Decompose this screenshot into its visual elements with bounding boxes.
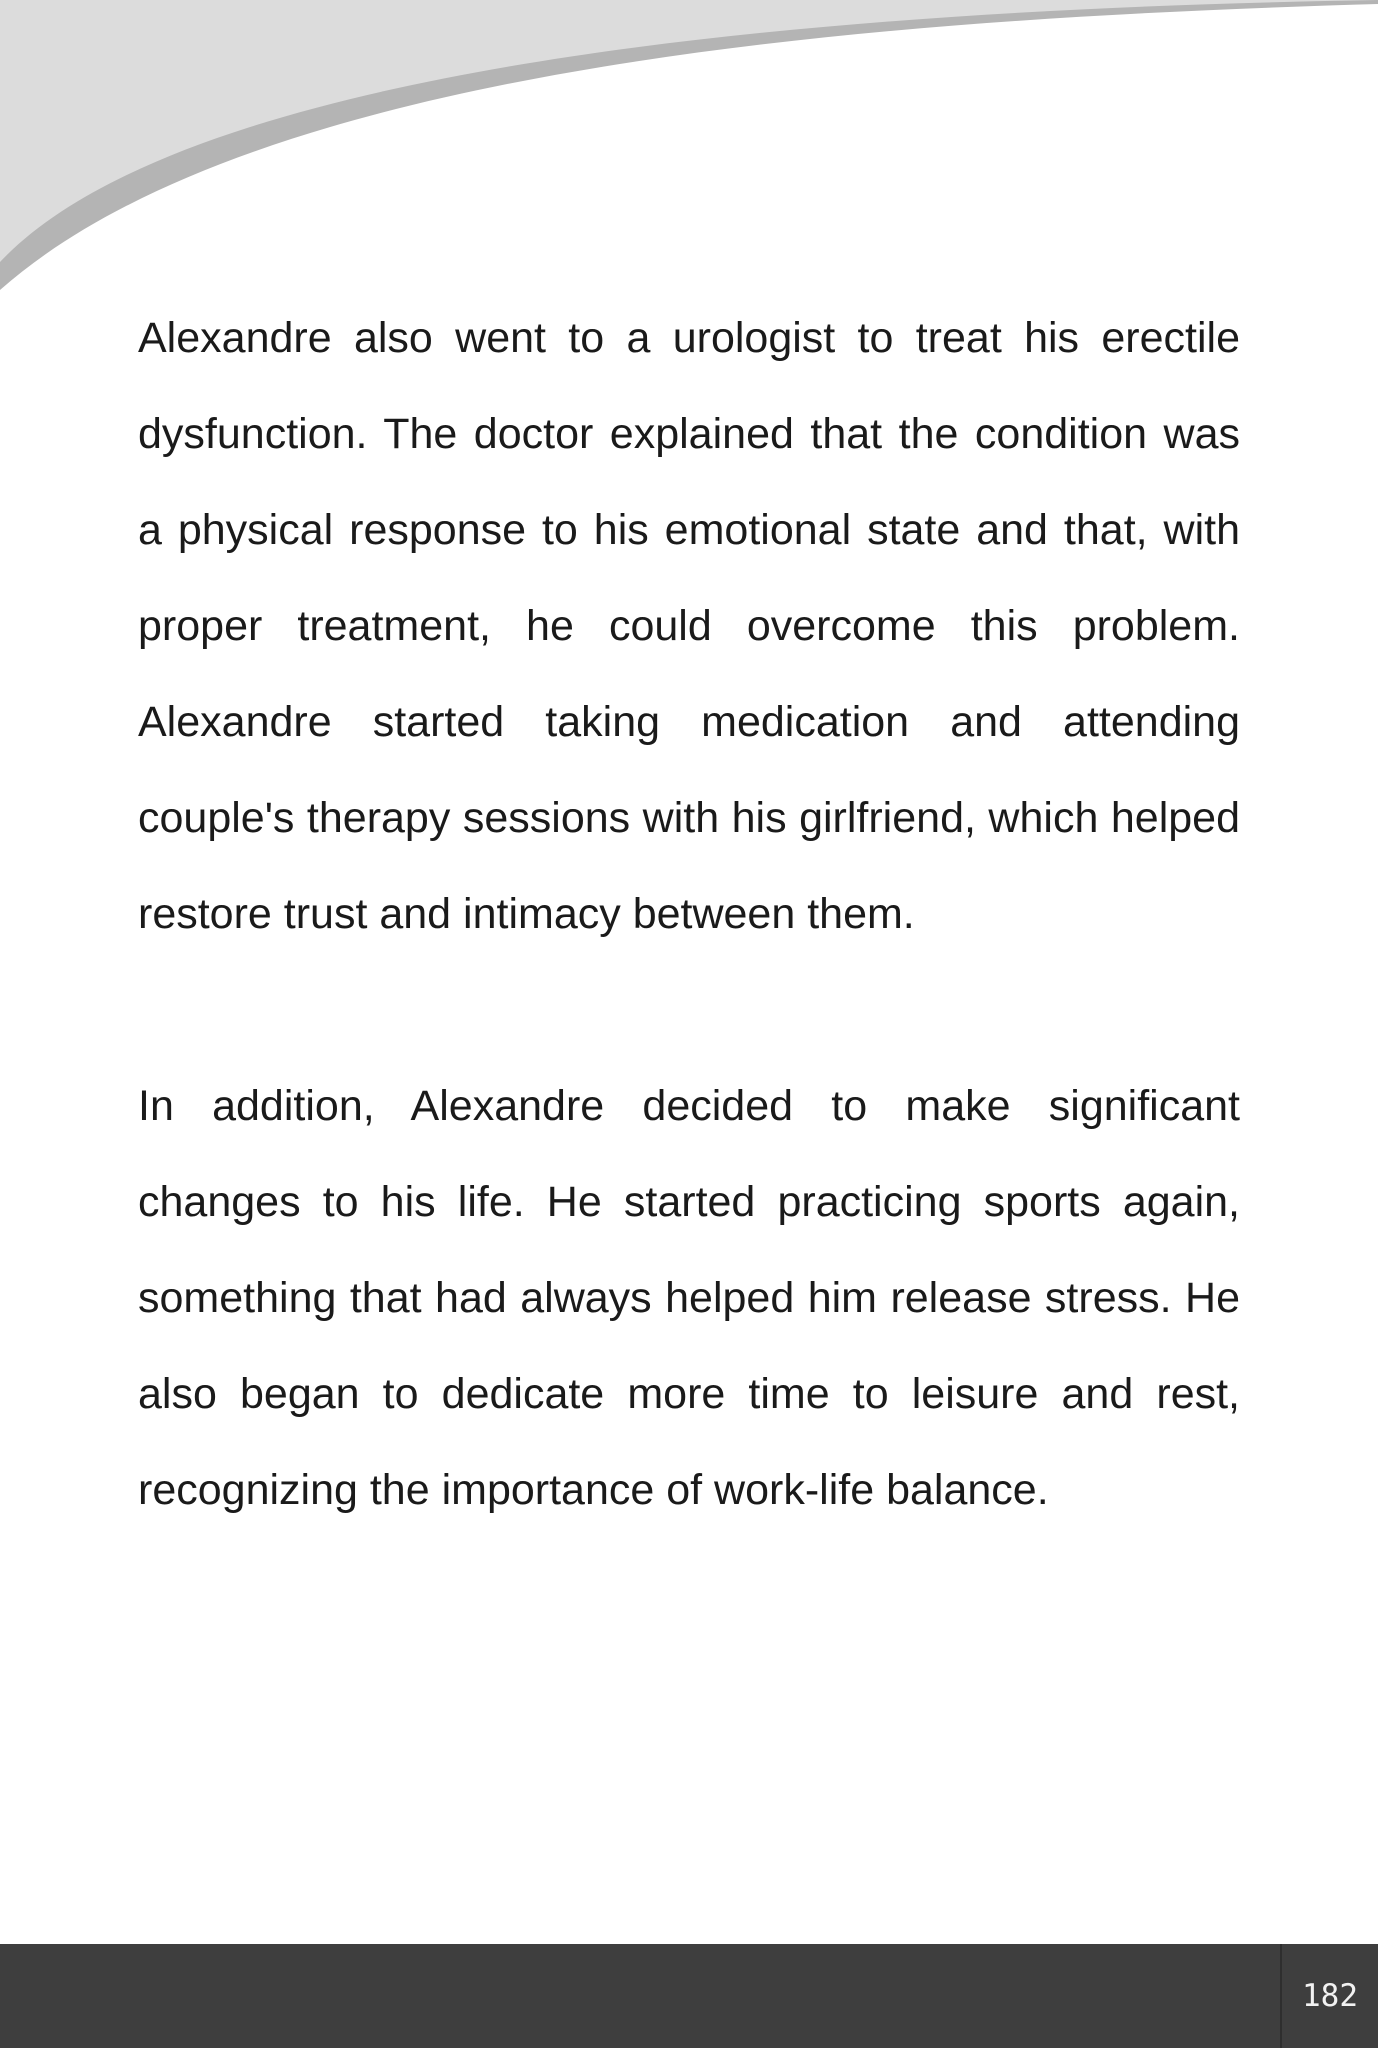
document-body xyxy=(138,290,1240,1634)
swoosh-fill xyxy=(0,0,1378,262)
header-swoosh-decoration xyxy=(0,0,1378,300)
page-number: 182 xyxy=(1280,1944,1378,2048)
footer-bar xyxy=(0,1944,1378,2048)
paragraph-1: Alexandre also went to a urologist to treat his erectile dysfunction. The doctor explained that the condition was a physical response to his emotional state and that, with proper treatment, he could overcome this problem. Alexandre started taking medication and attending couple's therapy sessions with his girlfriend, which helped restore trust and intimacy between them. xyxy=(138,314,1240,938)
paragraph-2: In addition, Alexandre decided to make significant changes to his life. He started practicing sports again, something that had always helped him release stress. He also began to dedicate more time to leisure and rest, recognizing the importance of work-life balance. xyxy=(138,1082,1240,1514)
